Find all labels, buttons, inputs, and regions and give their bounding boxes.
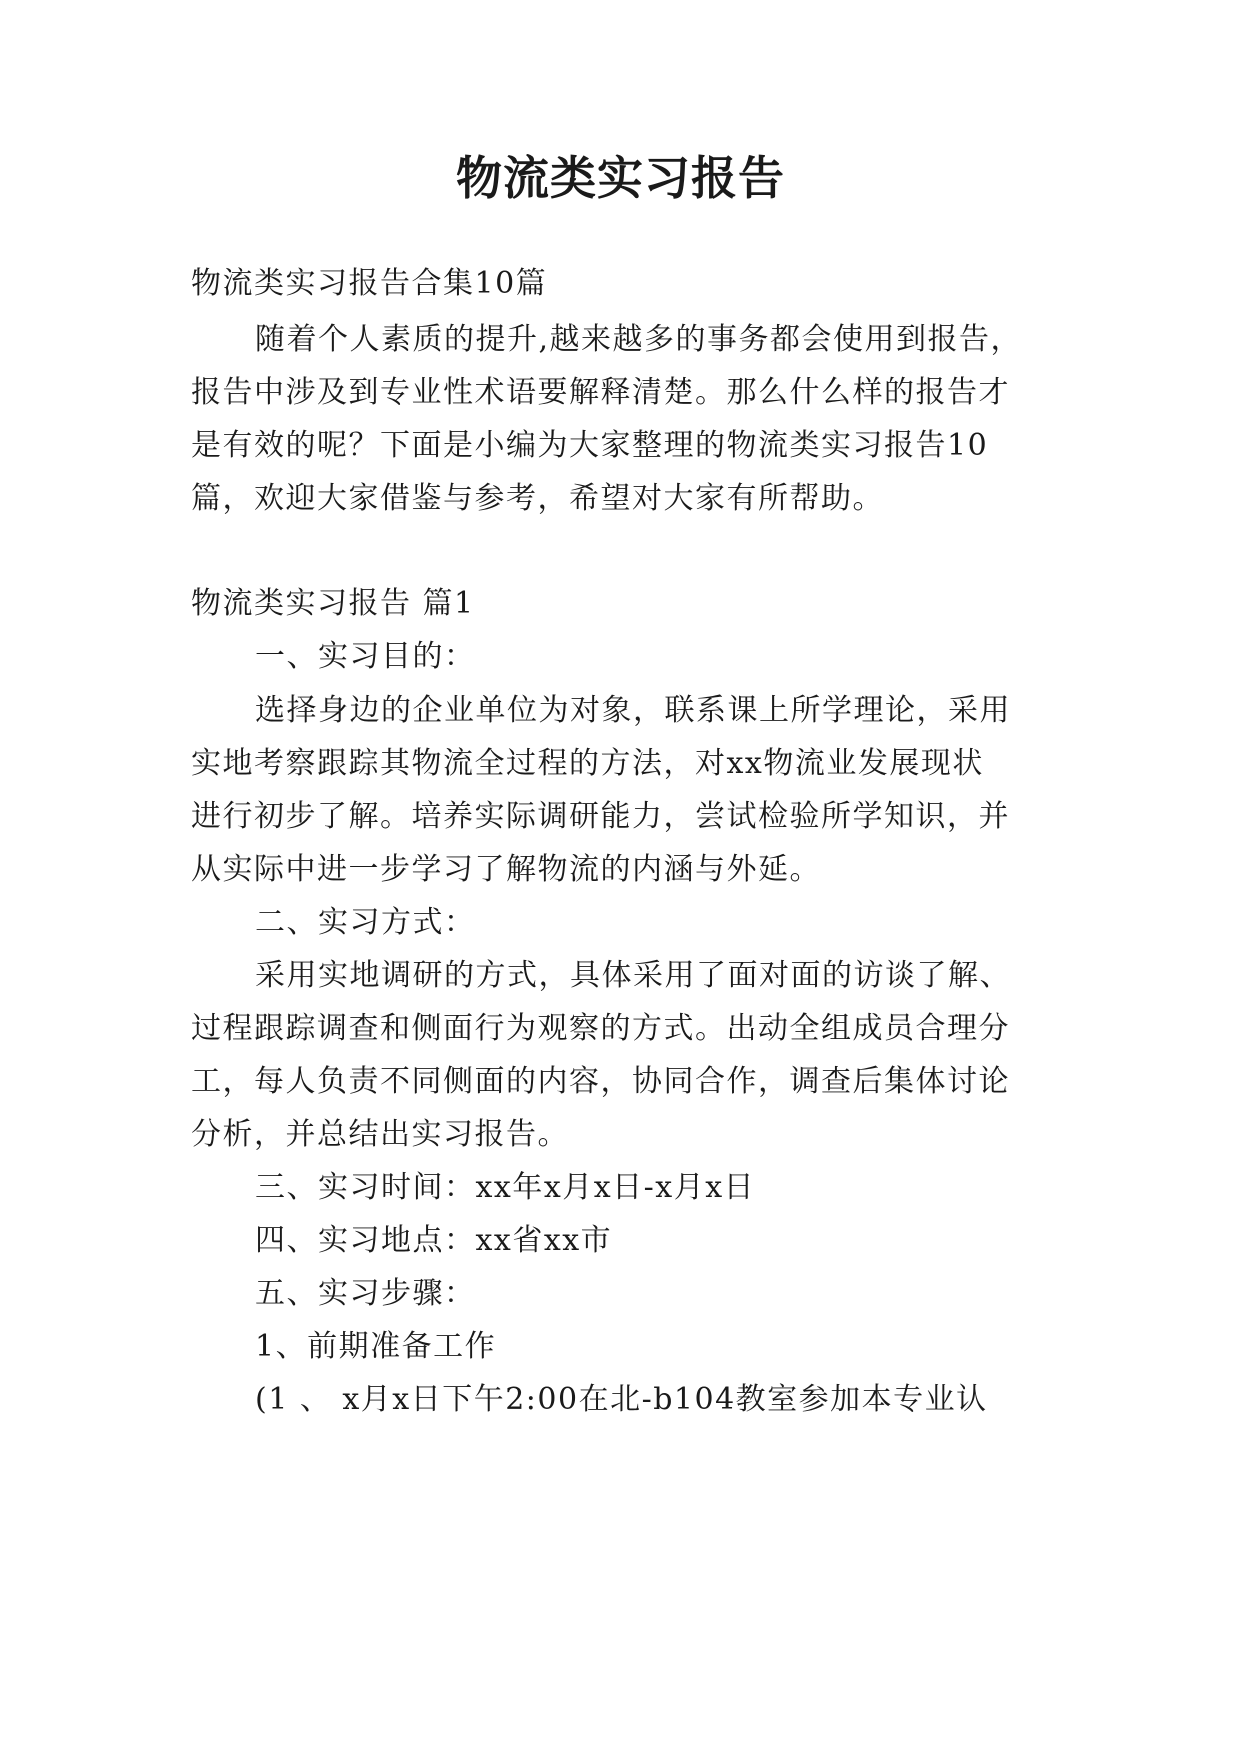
method-line-1: 采用实地调研的方式，具体采用了面对面的访谈了解、	[255, 958, 1011, 993]
method-line-2: 过程跟踪调查和侧面行为观察的方式。出动全组成员合理分	[191, 1011, 1010, 1046]
steps-heading: 五、实习步骤：	[255, 1276, 476, 1311]
purpose-line-2: 实地考察跟踪其物流全过程的方法，对xx物流业发展现状	[191, 746, 984, 781]
place-line: 四、实习地点：xx省xx市	[255, 1223, 613, 1258]
purpose-line-4: 从实际中进一步学习了解物流的内涵与外延。	[191, 852, 821, 887]
method-heading: 二、实习方式：	[255, 905, 476, 940]
method-line-4: 分析，并总结出实习报告。	[191, 1117, 569, 1152]
intro-line-4: 篇，欢迎大家借鉴与参考，希望对大家有所帮助。	[191, 481, 884, 516]
method-line-3: 工，每人负责不同侧面的内容，协同合作，调查后集体讨论	[191, 1064, 1010, 1099]
step1-heading: 1、前期准备工作	[255, 1329, 497, 1364]
purpose-line-3: 进行初步了解。培养实际调研能力，尝试检验所学知识，并	[191, 799, 1010, 834]
collection-heading: 物流类实习报告合集10篇	[191, 266, 548, 301]
purpose-line-1: 选择身边的企业单位为对象，联系课上所学理论，采用	[255, 693, 1011, 728]
section-heading: 物流类实习报告 篇1	[191, 586, 475, 621]
step1-item1: (1 、 x月x日下午2:00在北-b104教室参加本专业认	[255, 1382, 988, 1417]
purpose-heading: 一、实习目的：	[255, 639, 476, 674]
intro-line-3: 是有效的呢？下面是小编为大家整理的物流类实习报告10	[191, 428, 989, 463]
intro-line-1: 随着个人素质的提升,越来越多的事务都会使用到报告，	[255, 322, 1023, 357]
document-title: 物流类实习报告	[456, 151, 785, 205]
intro-line-2: 报告中涉及到专业性术语要解释清楚。那么什么样的报告才	[191, 375, 1010, 410]
time-line: 三、实习时间：xx年x月x日-x月x日	[255, 1170, 756, 1205]
